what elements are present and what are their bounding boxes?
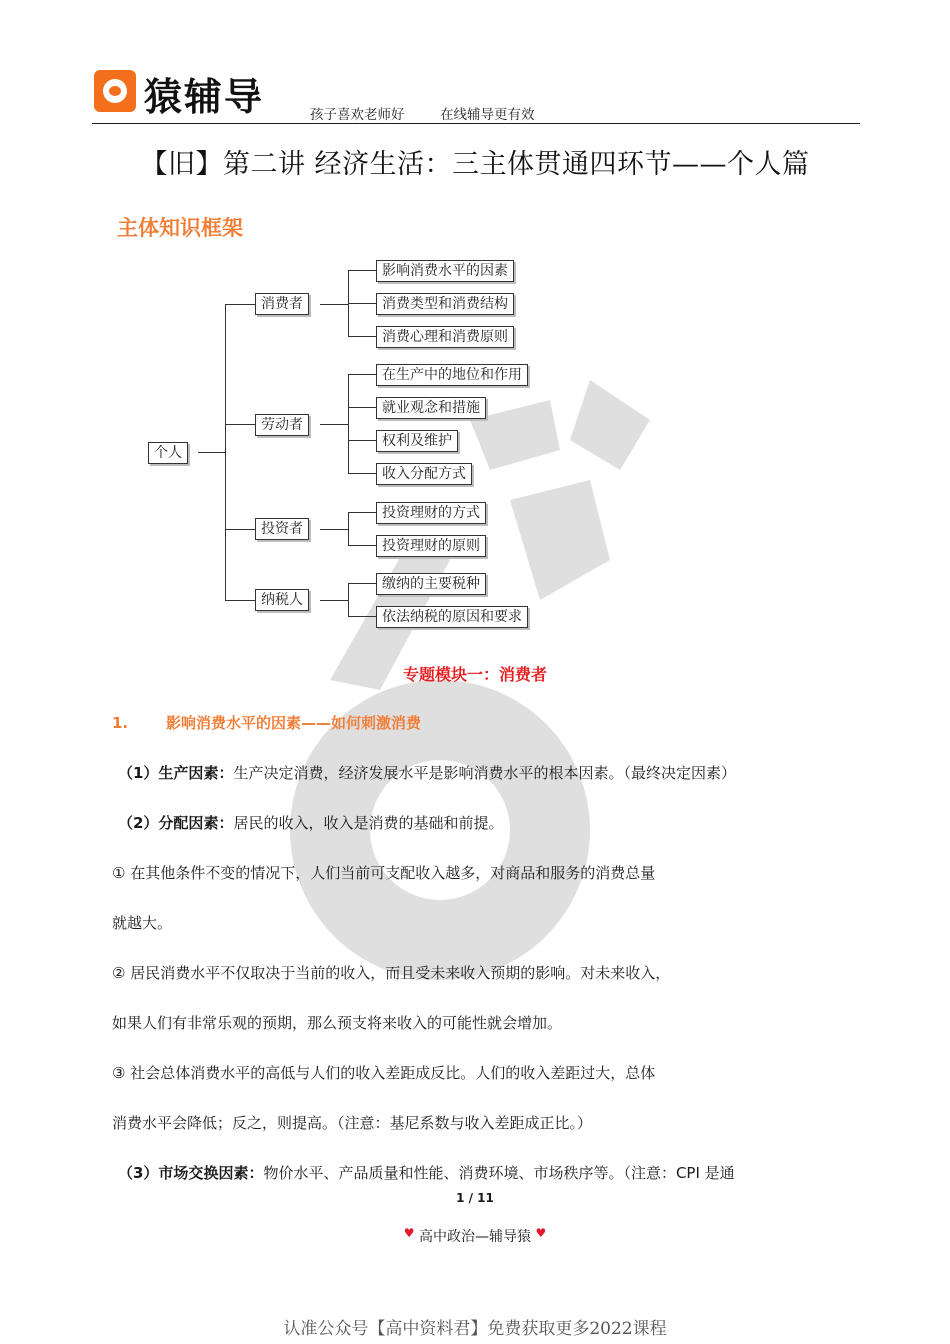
paragraph-line: 如果人们有非常乐观的预期，那么预支将来收入的可能性就会增加。 bbox=[112, 1014, 563, 1032]
paragraph-line: 就越大。 bbox=[112, 914, 173, 932]
branch-consumer: 消费者 bbox=[255, 293, 309, 315]
leaf-item: 就业观念和措施 bbox=[376, 397, 486, 419]
leaf-item: 收入分配方式 bbox=[376, 463, 472, 485]
page-number: 1 / 11 bbox=[456, 1191, 494, 1205]
diagram-root: 个人 bbox=[148, 442, 188, 464]
footer-brand-text: 高中政治—辅导猿 bbox=[419, 1229, 531, 1245]
leaf-item: 在生产中的地位和作用 bbox=[376, 364, 528, 386]
heart-icon: ♥ bbox=[535, 1226, 547, 1240]
section-heading: 主体知识框架 bbox=[117, 216, 243, 240]
leaf-item: 消费心理和消费原则 bbox=[376, 326, 514, 348]
paragraph-text: 居民的收入，收入是消费的基础和前提。 bbox=[233, 814, 504, 832]
watermark-icon bbox=[290, 360, 710, 1040]
paragraph-production bbox=[118, 762, 736, 783]
paragraph-distribution bbox=[118, 812, 503, 833]
paragraph-line: ② 居民消费水平不仅取决于当前的收入，而且受未来收入预期的影响。对未来收入， bbox=[112, 964, 671, 982]
leaf-item: 投资理财的原则 bbox=[376, 535, 486, 557]
leaf-item: 投资理财的方式 bbox=[376, 502, 486, 524]
paragraph-market bbox=[118, 1162, 735, 1183]
paragraph-label: （2）分配因素： bbox=[118, 814, 234, 832]
module-heading: 专题模块一：消费者 bbox=[402, 665, 547, 684]
subheading-number: 1. bbox=[112, 714, 129, 732]
branch-taxpayer: 纳税人 bbox=[255, 589, 309, 611]
footer-brand bbox=[0, 1226, 950, 1246]
header-divider bbox=[92, 123, 860, 124]
leaf-item: 权利及维护 bbox=[376, 430, 458, 452]
leaf-item: 缴纳的主要税种 bbox=[376, 573, 486, 595]
slogan-right: 在线辅导更有效 bbox=[440, 107, 535, 123]
heart-icon: ♥ bbox=[403, 1226, 415, 1240]
leaf-item: 依法纳税的原因和要求 bbox=[376, 606, 528, 628]
subheading-text: 影响消费水平的因素——如何刺激消费 bbox=[166, 714, 422, 732]
branch-investor: 投资者 bbox=[255, 518, 309, 540]
bottom-note: 认准公众号【高中资料君】免费获取更多2022课程 bbox=[283, 1319, 667, 1339]
paragraph-line: ③ 社会总体消费水平的高低与人们的收入差距成反比。人们的收入差距过大，总体 bbox=[112, 1064, 656, 1082]
branch-laborer: 劳动者 bbox=[255, 414, 309, 436]
paragraph-label: （3）市场交换因素： bbox=[118, 1164, 264, 1182]
subheading bbox=[112, 712, 421, 733]
logo-icon bbox=[94, 70, 136, 112]
leaf-item: 消费类型和消费结构 bbox=[376, 293, 514, 315]
paragraph-text: 物价水平、产品质量和性能、消费环境、市场秩序等。（注意：CPI 是通 bbox=[263, 1164, 735, 1182]
paragraph-label: （1）生产因素： bbox=[118, 764, 234, 782]
paragraph-line: 消费水平会降低；反之，则提高。（注意：基尼系数与收入差距成正比。） bbox=[112, 1114, 593, 1132]
paragraph-text: 生产决定消费，经济发展水平是影响消费水平的根本因素。（最终决定因素） bbox=[233, 764, 736, 782]
paragraph-line: ① 在其他条件不变的情况下，人们当前可支配收入越多，对商品和服务的消费总量 bbox=[112, 864, 656, 882]
leaf-item: 影响消费水平的因素 bbox=[376, 260, 514, 282]
logo-text: 猿辅导 bbox=[144, 75, 265, 119]
slogan-left: 孩子喜欢老师好 bbox=[310, 107, 405, 123]
document-title: 【旧】第二讲 经济生活：三主体贯通四环节——个人篇 bbox=[140, 149, 810, 180]
